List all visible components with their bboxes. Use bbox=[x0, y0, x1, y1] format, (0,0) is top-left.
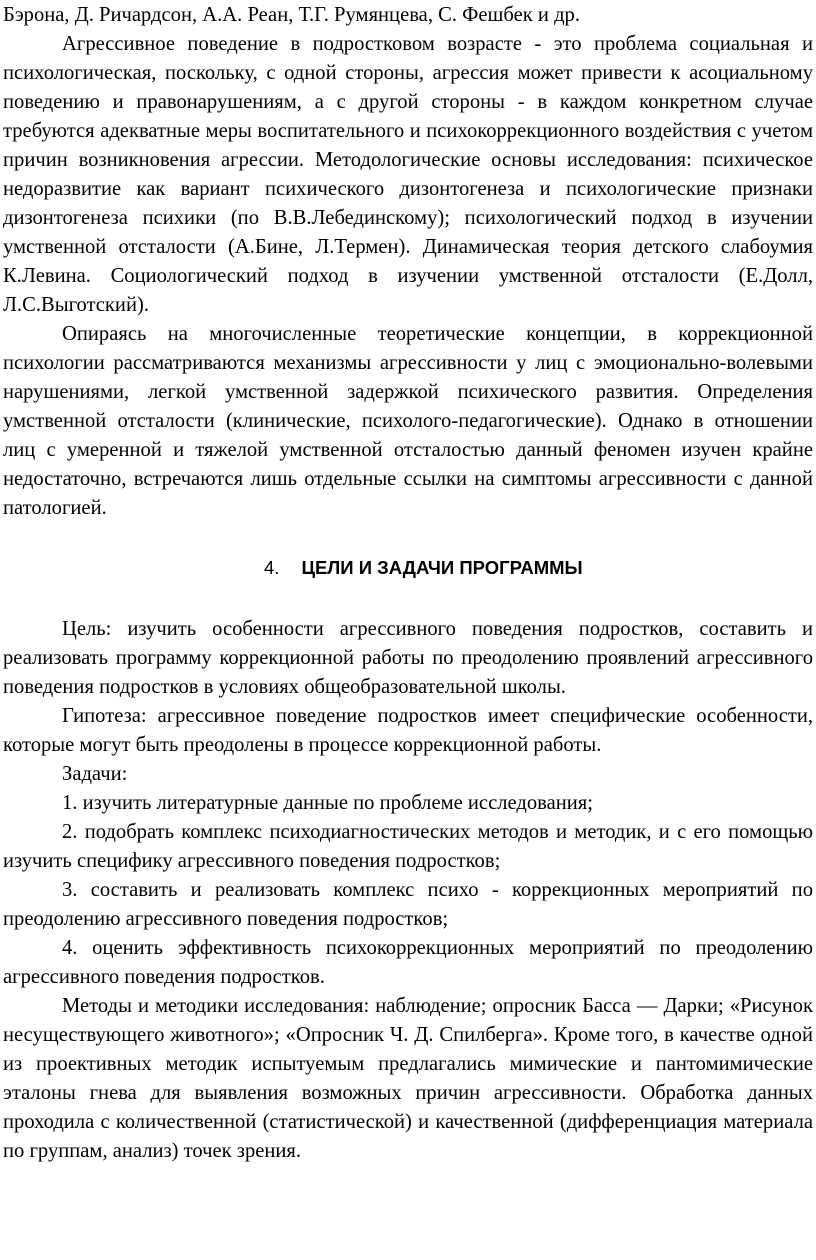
paragraph-tasks-label: Задачи: bbox=[62, 763, 128, 785]
task-item-2: 2. подобрать комплекс психодиагностических методов и методик, и с его помощью изучить специфику агрессивного поведения подростков; bbox=[3, 821, 813, 872]
paragraph-methods: Методы и методики исследования: наблюдение; опросник Басса — Дарки; «Рисунок несуществующего животного»; «Опросник Ч. Д. Спилберга». Кроме того, в качестве одной из проективных методик испытуемым предлагались мимические и пантомимические эталоны гнева для выявления возможных причин агрессивности. Обработка данных проходила с количественной (статистической) и качественной (дифференциация материала по группам, анализ) точек зрения. bbox=[3, 995, 813, 1162]
paragraph-authors: Бэрона, Д. Ричардсон, А.А. Реан, Т.Г. Румянцева, С. Фешбек и др. bbox=[3, 4, 581, 26]
paragraph-theoretical-concepts: Опираясь на многочисленные теоретические концепции, в коррекционной психологии рассматриваются механизмы агрессивности у лиц с эмоционально-волевыми нарушениями, легкой умственной задержкой психического развития. Определения умственной отсталости (клинические, психолого-педагогические). Однако в отношении лиц с умеренной и тяжелой умственной отсталостью данный феномен изучен крайне недостаточно, встречаются лишь отдельные ссылки на симптомы агрессивности с данной патологией. bbox=[3, 323, 813, 519]
paragraph-hypothesis: Гипотеза: агрессивное поведение подростков имеет специфические особенности, которые могут быть преодолены в процессе коррекционной работы. bbox=[3, 705, 813, 756]
section-number: 4. bbox=[264, 557, 280, 578]
section-heading bbox=[3, 555, 813, 581]
task-item-1: 1. изучить литературные данные по проблеме исследования; bbox=[62, 792, 593, 814]
paragraph-aggression-problem: Агрессивное поведение в подростковом возрасте - это проблема социальная и психологическая, поскольку, с одной стороны, агрессия может привести к асоциальному поведению и правонарушениям, а с другой стороны - в каждом конкретном случае требуются адекватные меры воспитательного и психокоррекционного воздействия с учетом причин возникновения агрессии. Методологические основы исследования: психическое недоразвитие как вариант психического дизонтогенеза и психологические признаки дизонтогенеза психики (по В.В.Лебединскому); психологический подход в изучении умственной отсталости (А.Бине, Л.Термен). Динамическая теория детского слабоумия К.Левина. Социологический подход в изучении умственной отсталости (Е.Долл, Л.С.Выготский). bbox=[3, 33, 813, 316]
task-item-3: 3. составить и реализовать комплекс психо - коррекционных мероприятий по преодолению агрессивного поведения подростков; bbox=[3, 879, 813, 930]
paragraph-goal: Цель: изучить особенности агрессивного поведения подростков, составить и реализовать программу коррекционной работы по преодолению проявлений агрессивного поведения подростков в условиях общеобразовательной школы. bbox=[3, 618, 813, 698]
section-title: ЦЕЛИ И ЗАДАЧИ ПРОГРАММЫ bbox=[301, 557, 583, 578]
document-page bbox=[3, 0, 813, 1166]
task-item-4: 4. оценить эффективность психокоррекционных мероприятий по преодолению агрессивного поведения подростков. bbox=[3, 937, 813, 988]
